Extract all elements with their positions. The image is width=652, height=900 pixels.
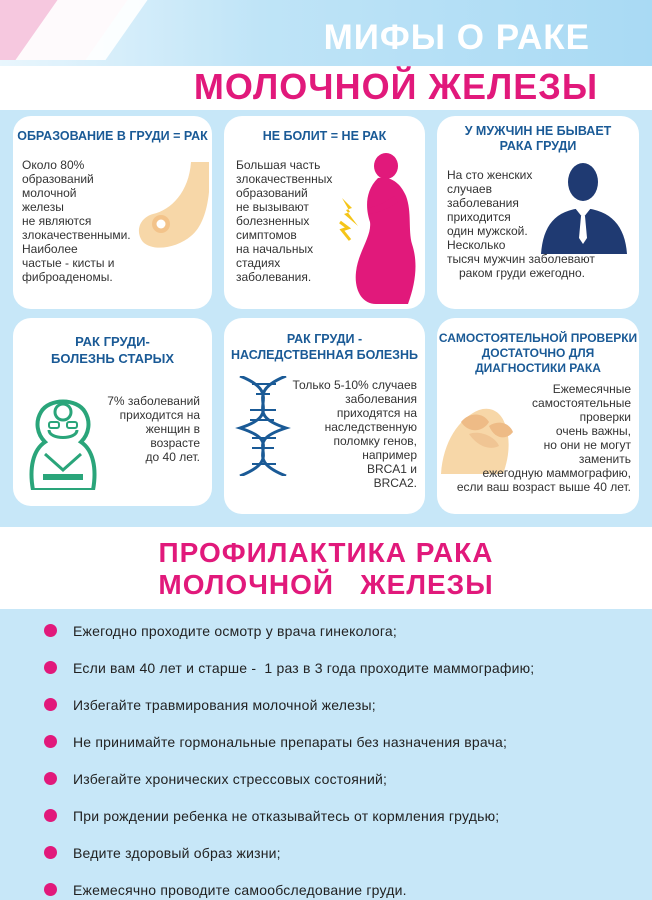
myth-card	[224, 318, 425, 514]
list-item: При рождении ребенка не отказывайтесь от кормления грудью;	[44, 797, 644, 834]
bullet-icon	[44, 661, 57, 674]
list-item: Не принимайте гормональные препараты без назначения врача;	[44, 723, 644, 760]
myth-text: 7% заболеваний приходится на женщин в возрасте до 40 лет.	[107, 394, 200, 464]
myth-card	[437, 116, 639, 309]
bullet-icon	[44, 772, 57, 785]
bullet-icon	[44, 624, 57, 637]
bullet-icon	[44, 809, 57, 822]
myth-title: У МУЖЧИН НЕ БЫВАЕТ РАКА ГРУДИ	[464, 124, 612, 153]
bullet-icon	[44, 883, 57, 896]
myth-card	[224, 116, 425, 309]
myth-text: Ежемесячные самостоятельные проверки очень важны, но они не могут заменить ежегодную маммографию, если ваш возраст выше 40 лет.	[456, 382, 631, 494]
list-item: Ежемесячно проводите самообследование груди.	[44, 871, 644, 900]
myth-card	[13, 318, 212, 506]
bullet-icon	[44, 846, 57, 859]
myth-text: Около 80% образований молочной железы не являются злокачественными. Наиболее частые - кисты и фиброаденомы.	[22, 158, 131, 284]
list-item: Ежегодно проходите осмотр у врача гинеколога;	[44, 612, 644, 649]
myth-title: РАК ГРУДИ - НАСЛЕДСТВЕННАЯ БОЛЕЗНЬ	[230, 332, 419, 362]
list-item: Избегайте травмирования молочной железы;	[44, 686, 644, 723]
myth-text: На сто женских случаев заболевания приходится один мужской. Несколько тысяч мужчин заболевают раком груди ежегодно.	[447, 168, 595, 280]
myth-title: НЕ БОЛИТ = НЕ РАК	[262, 129, 387, 143]
breast-icon	[131, 162, 209, 250]
prevention-title-line2: МОЛОЧНОЙ ЖЕЛЕЗЫ	[158, 569, 494, 600]
myth-title: РАК ГРУДИ- БОЛЕЗНЬ СТАРЫХ	[50, 334, 175, 366]
myth-title: ОБРАЗОВАНИЕ В ГРУДИ = РАК	[17, 129, 208, 143]
page-title-line1: МИФЫ О РАКЕ	[323, 18, 590, 57]
myth-card	[13, 116, 212, 309]
prevention-list	[44, 612, 644, 900]
bullet-icon	[44, 735, 57, 748]
page-title-line2: МОЛОЧНОЙ ЖЕЛЕЗЫ	[193, 66, 599, 107]
myth-text: Только 5-10% случаев заболевания приходятся на наследственную поломку генов, например BRCA1 и BRCA2.	[292, 378, 417, 490]
dna-icon	[230, 376, 296, 476]
myth-text: Большая часть злокачественных образований не вызывают болезненных симптомов на начальных стадиях заболевания.	[236, 158, 333, 284]
bullet-icon	[44, 698, 57, 711]
myth-title: САМОСТОЯТЕЛЬНОЙ ПРОВЕРКИ ДОСТАТОЧНО ДЛЯ ДИАГНОСТИКИ РАКА	[438, 331, 638, 375]
list-item: Ведите здоровый образ жизни;	[44, 834, 644, 871]
myth-card	[437, 318, 639, 514]
prevention-title-line1: ПРОФИЛАКТИКА РАКА	[158, 537, 494, 568]
woman-pain-icon	[336, 152, 422, 304]
list-item: Если вам 40 лет и старше - 1 раз в 3 года проходите маммографию;	[44, 649, 644, 686]
elderly-woman-icon	[23, 394, 103, 490]
list-item: Избегайте хронических стрессовых состояний;	[44, 760, 644, 797]
